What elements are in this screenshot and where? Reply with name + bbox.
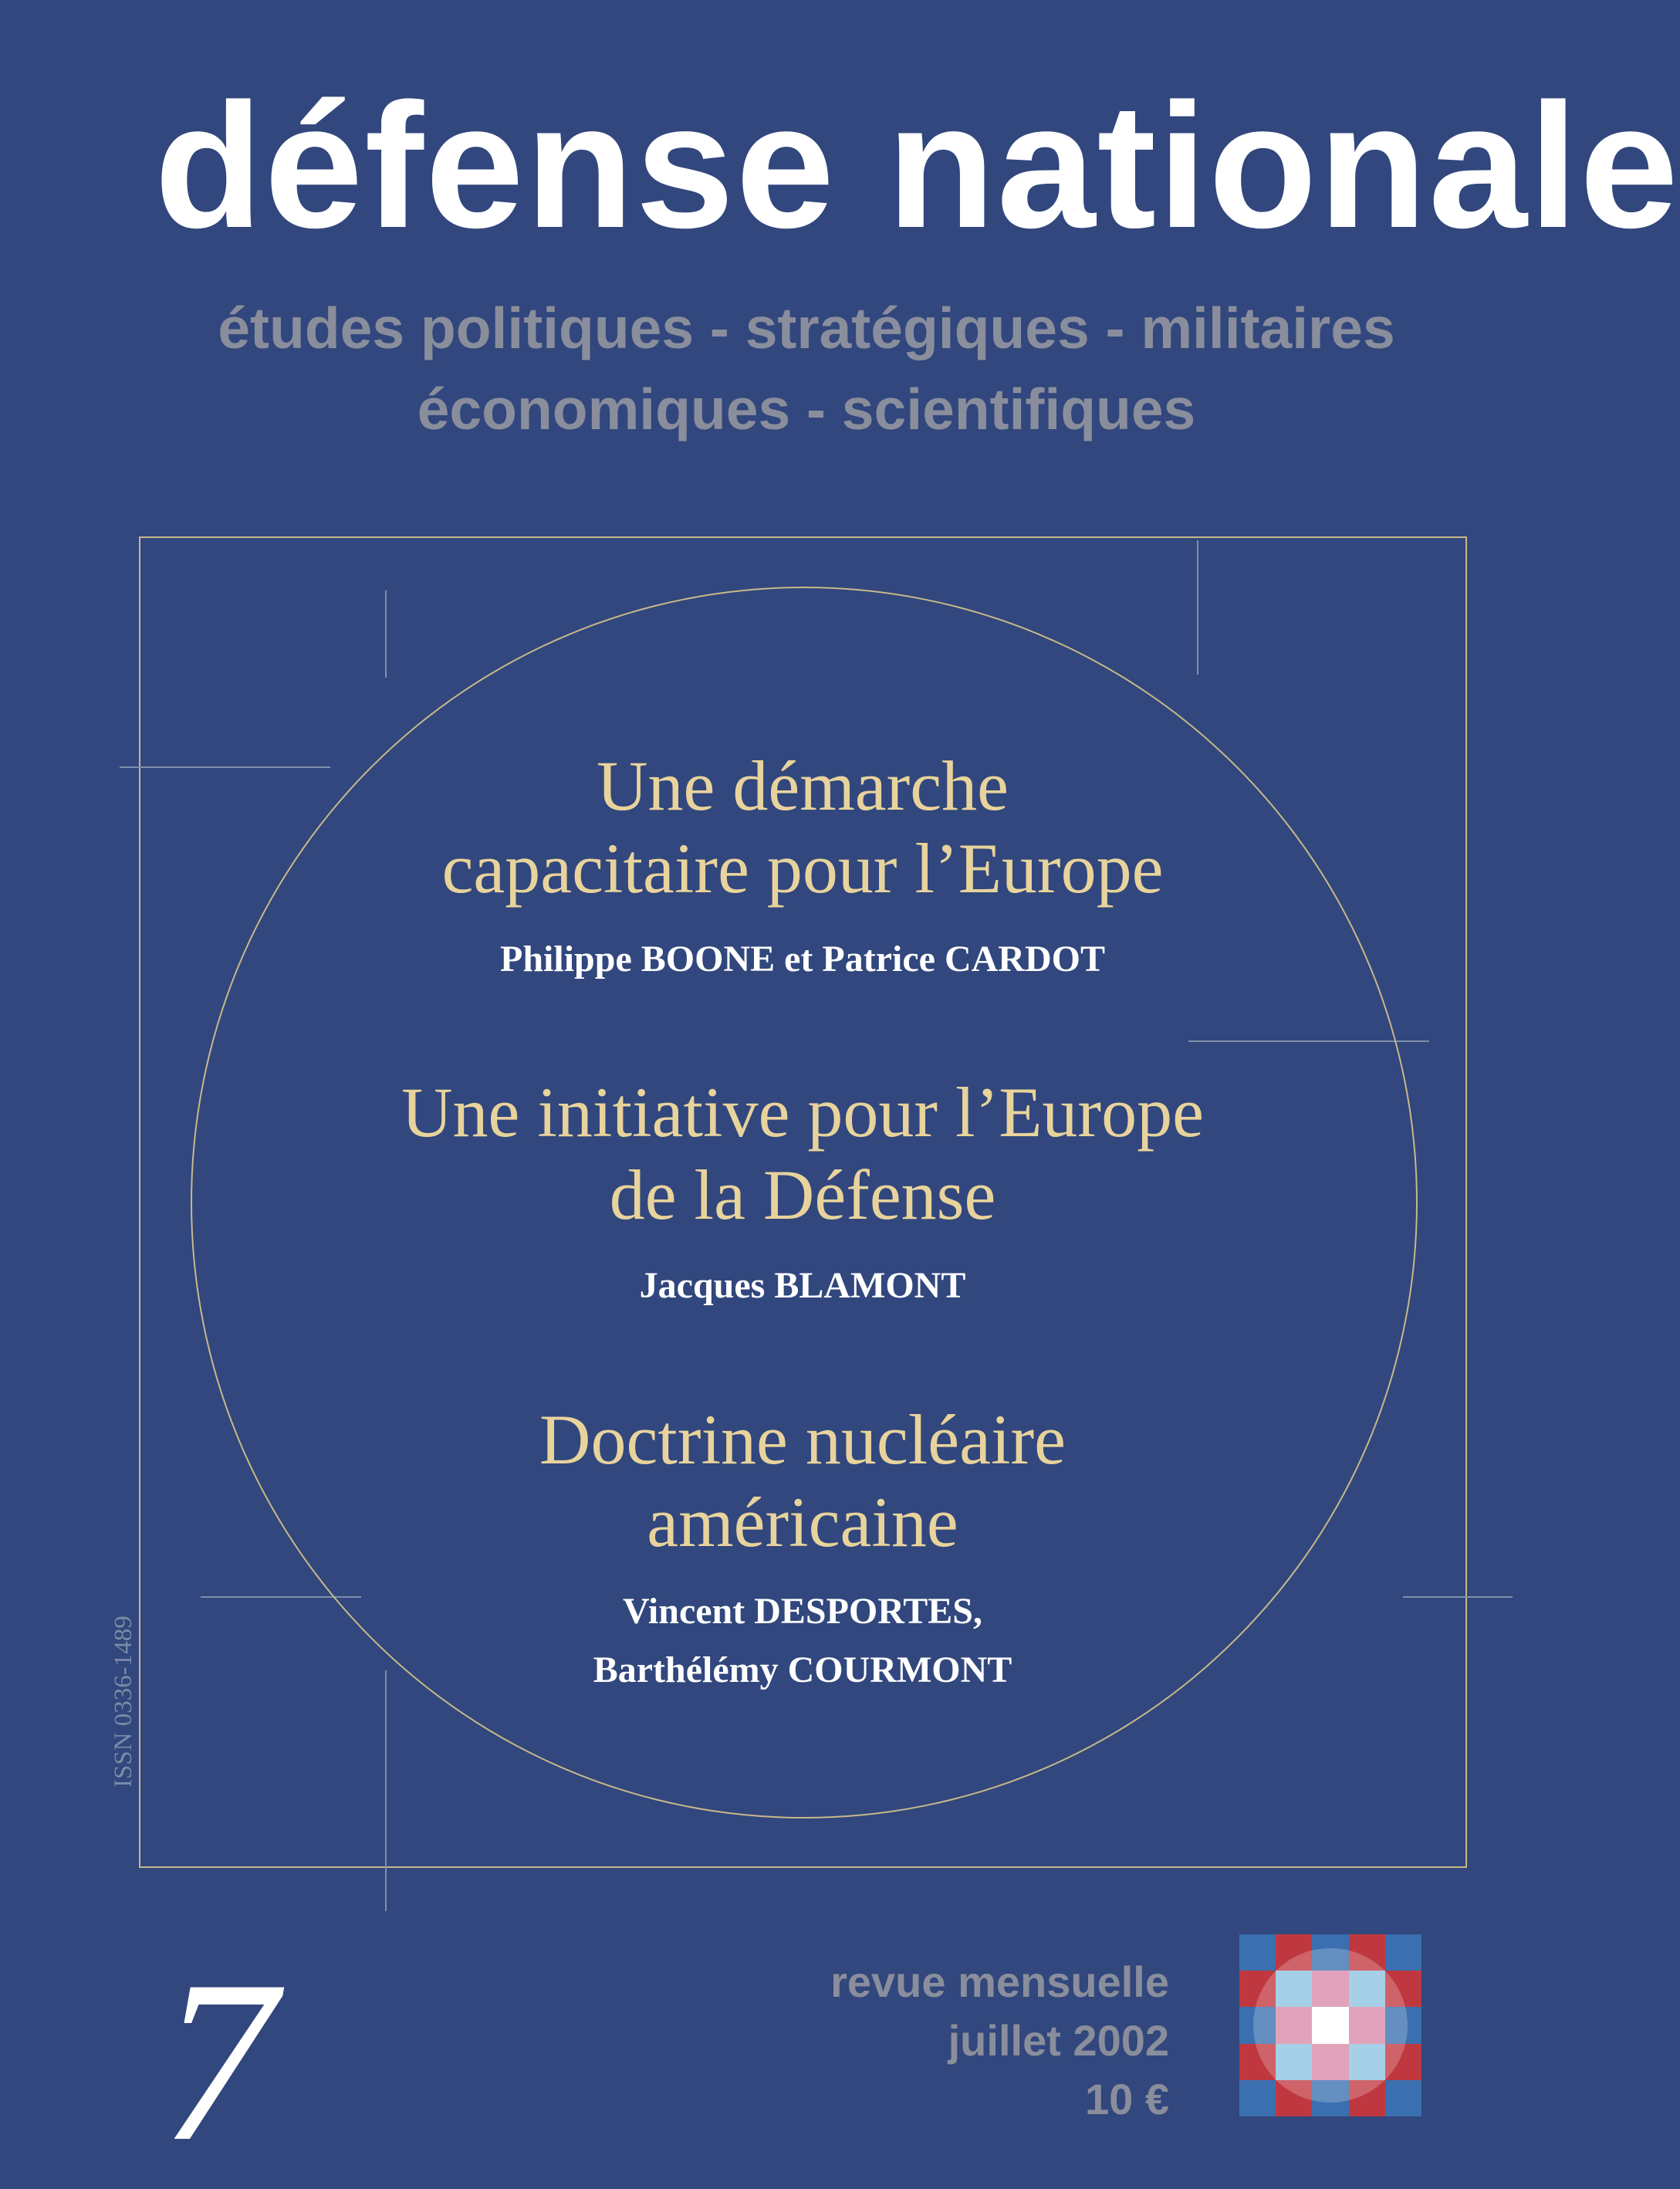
article-author: Barthélémy COURMONT: [593, 1649, 1012, 1690]
article-author: Vincent DESPORTES,: [623, 1591, 982, 1632]
article-title: américaine: [647, 1483, 958, 1561]
logo-cell: [1239, 2080, 1276, 2116]
crop-line: [1197, 540, 1198, 675]
issn-label: ISSN 0336-1489: [110, 1616, 137, 1788]
article-author: Jacques BLAMONT: [639, 1265, 966, 1306]
logo-cell: [1385, 2080, 1421, 2116]
subtitle-line-1: études politiques - stratégiques - militaires: [218, 296, 1395, 360]
article-title: Doctrine nucléaire: [539, 1400, 1066, 1479]
article-title: de la Défense: [609, 1155, 996, 1234]
issue-date: juillet 2002: [948, 2016, 1169, 2065]
article-title: Une initiative pour l’Europe: [401, 1073, 1204, 1152]
logo-halo: [1253, 1948, 1408, 2103]
publication-frequency: revue mensuelle: [830, 1957, 1169, 2006]
crop-line: [385, 590, 387, 678]
issue-number: 7: [161, 1933, 276, 2189]
magazine-title: défense nationale: [154, 66, 1680, 265]
issue-price: 10 €: [1085, 2075, 1169, 2123]
logo-cell: [1385, 1934, 1421, 1971]
subtitle-line-2: économiques - scientifiques: [417, 377, 1196, 442]
article-title: capacitaire pour l’Europe: [441, 829, 1164, 908]
article-title: Une démarche: [597, 746, 1009, 825]
article-author: Philippe BOONE et Patrice CARDOT: [500, 939, 1105, 979]
crop-line: [385, 1670, 387, 1911]
logo-cell: [1239, 1934, 1276, 1971]
